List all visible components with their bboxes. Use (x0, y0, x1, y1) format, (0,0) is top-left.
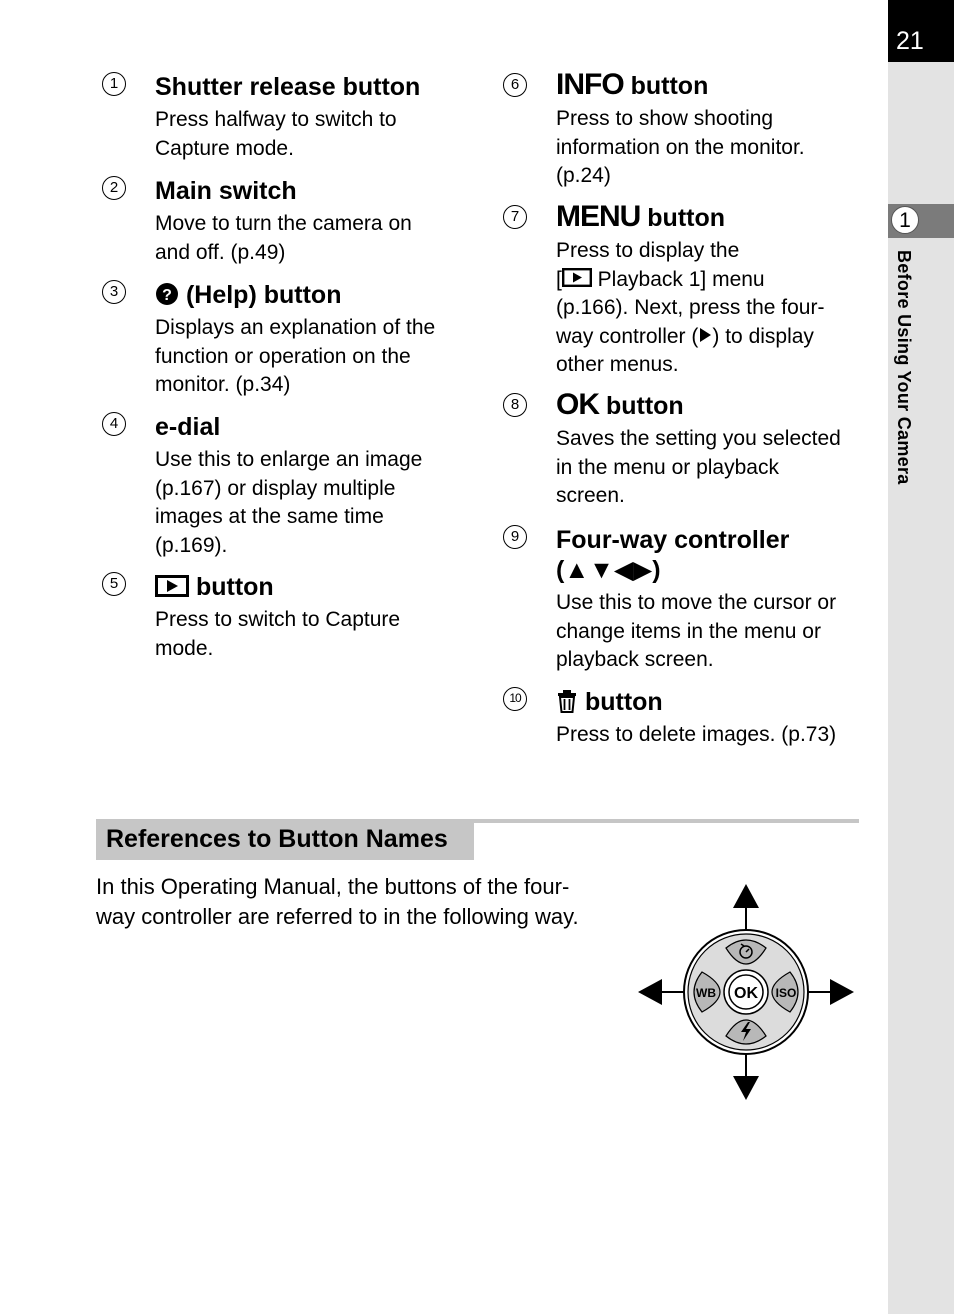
item-title-row (556, 390, 886, 421)
item-description: Displays an explanation of the function or operation on the monitor. (p.34) (155, 316, 436, 396)
playback-icon (562, 268, 592, 287)
item-number: 9 (503, 525, 527, 549)
controller-left-label: WB (696, 986, 716, 1000)
item-title-row (556, 70, 886, 101)
item-description: Use this to enlarge an image (p.167) or display multiple images at the same time (p.169). (155, 448, 423, 557)
item-description-part: Playback 1] menu (p.166). Next, press the four- way controller ( (556, 267, 825, 348)
section-intro: In this Operating Manual, the buttons of the four- way controller are referred to in the following way. (96, 874, 579, 929)
item-number: 6 (503, 73, 527, 97)
up-arrow-icon (733, 884, 759, 908)
controller-right-label: ISO (775, 986, 797, 1000)
item-ok-button (510, 388, 886, 511)
item-title-row (556, 687, 886, 717)
item-help-button (109, 280, 485, 400)
trash-icon (556, 689, 578, 713)
playback-icon (155, 575, 189, 597)
item-title-symbol: MENU (556, 200, 641, 233)
item-title: button (195, 573, 274, 601)
right-arrow-icon (830, 979, 854, 1005)
help-icon (155, 282, 179, 306)
down-arrow-icon (733, 1076, 759, 1100)
item-title-symbol: INFO (556, 68, 624, 101)
item-description: Press to show shooting information on the monitor. (p.24) (556, 107, 805, 187)
item-number: 7 (503, 205, 527, 229)
item-title: Shutter release button (155, 73, 421, 101)
item-number: 1 (102, 72, 126, 96)
svg-text:?: ? (162, 287, 172, 305)
item-title: button (578, 688, 663, 716)
left-arrow-icon (638, 979, 662, 1005)
controller-center-label: OK (734, 985, 758, 1002)
item-number: 2 (102, 176, 126, 200)
item-title: Four-way controller (556, 526, 790, 554)
item-title: (Help) button (185, 281, 342, 309)
item-e-dial (109, 412, 485, 560)
item-title: Main switch (155, 177, 297, 205)
item-title: e-dial (155, 413, 221, 441)
item-description (556, 237, 886, 380)
item-number: 5 (102, 572, 126, 596)
item-delete-button (509, 687, 886, 750)
page-number: 21 (896, 27, 924, 55)
item-main-switch (109, 176, 485, 267)
section-heading: References to Button Names (106, 825, 448, 853)
chapter-title: Before Using Your Camera (894, 250, 914, 485)
item-playback-button (109, 572, 485, 663)
right-arrow-icon (698, 327, 712, 343)
item-description: Move to turn the camera on and off. (p.49) (155, 212, 412, 264)
four-way-controller-diagram (634, 880, 858, 1104)
item-title-row (155, 572, 485, 602)
item-title-row (155, 280, 485, 310)
item-number: 4 (102, 412, 126, 436)
item-menu-button (510, 200, 886, 380)
item-title: button (623, 72, 709, 100)
item-description: Press halfway to switch to Capture mode. (155, 108, 397, 160)
item-description: Saves the setting you selected in the menu or playback screen. (556, 427, 841, 507)
item-title: button (640, 204, 726, 232)
item-number: 8 (503, 393, 527, 417)
item-title-symbol: OK (556, 388, 599, 421)
item-description: Press to switch to Capture mode. (155, 608, 401, 660)
item-title-row (556, 202, 886, 233)
item-title: button (599, 392, 684, 420)
item-number: 3 (102, 280, 126, 304)
section-heading-box (96, 819, 474, 860)
sidebar (888, 0, 954, 1314)
item-number: 10 (503, 687, 527, 711)
item-description-part: Press to display the [ (556, 239, 740, 291)
item-four-way-controller (510, 525, 886, 675)
page-number-box (888, 0, 954, 62)
item-description: Press to delete images. (p.73) (556, 723, 837, 746)
item-description: Use this to move the cursor or change items in the menu or playback screen. (556, 591, 837, 671)
item-title-arrows: (▲▼◀▶) (556, 556, 661, 584)
item-description-part: ) to display other menus. (556, 324, 814, 376)
item-shutter-release (109, 72, 485, 163)
item-info-button (510, 68, 886, 191)
chapter-number: 1 (891, 206, 919, 234)
